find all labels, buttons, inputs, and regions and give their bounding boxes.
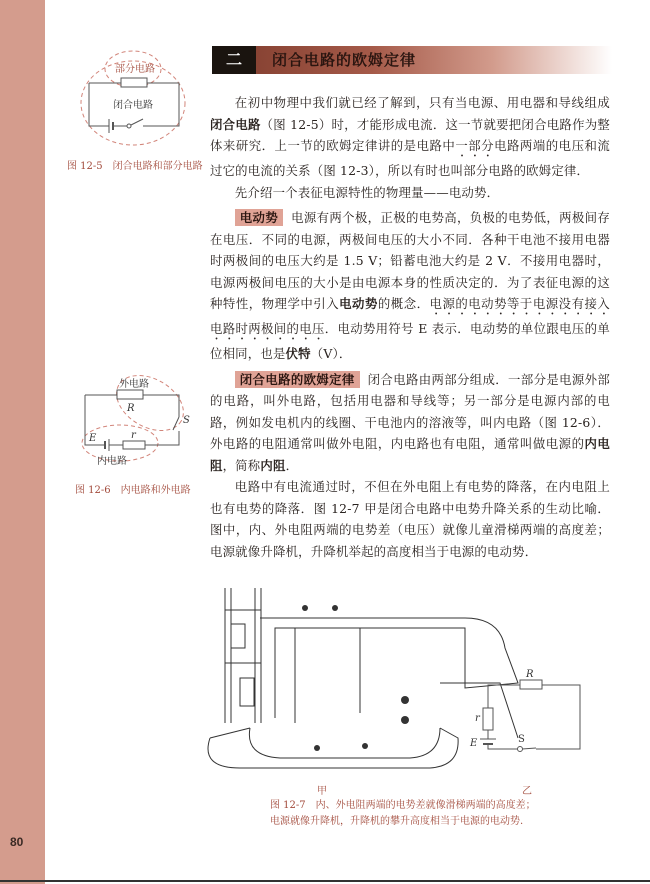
bottom-rule	[0, 880, 650, 882]
figure-12-5-caption: 图 12-5 闭合电路和部分电路	[67, 161, 203, 172]
label-S: S	[183, 415, 190, 426]
figure-12-7a-slide-elevator-illustration	[200, 588, 465, 773]
figure-12-5-closed-circuit	[75, 45, 195, 155]
label-E: E	[89, 433, 97, 444]
section-header	[212, 46, 612, 74]
caption-line-2: 电源就像升降机，升降机的攀升高度相当于电源的电动势.	[270, 816, 524, 827]
label-E: E	[470, 738, 478, 749]
label-outer-circuit: 外电路	[119, 379, 149, 390]
paragraph-ohms-law: 闭合电路的欧姆定律 闭合电路由两部分组成．一部分是电源外部的电路，叫外电路，包括用电器和导线等；另一部分是电源内部的电路，例如发电机内的线圈、干电池内的溶液等，叫内电路（图 12-6）．外电路的电阻通常叫做外电阻，内电路也有电阻，通常叫做电源的内电阻，简称内阻．	[210, 371, 610, 473]
label-inner-circuit: 内电路	[97, 456, 127, 467]
page-number: 80	[10, 835, 24, 849]
figure-12-6-caption: 图 12-6 内电路和外电路	[75, 485, 191, 496]
tag-emf: 电动势	[235, 209, 283, 226]
figure-12-7b-circuit	[470, 669, 610, 765]
figure-12-7-caption	[270, 798, 536, 830]
section-title: 闭合电路的欧姆定律	[272, 51, 417, 69]
label-R: R	[526, 669, 534, 680]
paragraph-1: 在初中物理中我们就已经了解到，只有当电源、用电器和导线组成闭合电路（图 12-5）时，才能形成电流．这一节就要把闭合电路作为整体来研究．上一节的欧姆定律讲的是电路中一部分电路两端的电压和流过它的电流的关系（图 12-3），所以有时也叫部分电路的欧姆定律．	[210, 95, 610, 178]
label-closed-circuit: 闭合电路	[113, 100, 153, 111]
page-sidebar	[0, 0, 45, 884]
subfigure-label-b: 乙	[522, 786, 532, 797]
label-r: r	[475, 713, 480, 724]
paragraph-5: 电路中有电流通过时，不但在外电阻上有电势的降落，在内电阻上也有电势的降落．图 12-7 甲是闭合电路中电势升降关系的生动比喻．图中，内、外电阻两端的电势差（电压）就像儿童滑梯两端的高度差；电源就像升降机，升降机举起的高度相当于电源的电动势．	[210, 479, 610, 559]
label-partial-circuit: 部分电路	[115, 64, 155, 75]
section-number: 二	[212, 46, 256, 74]
caption-line-1: 图 12-7 内、外电阻两端的电势差就像滑梯两端的高度差；	[270, 800, 536, 811]
tag-ohms-law: 闭合电路的欧姆定律	[235, 371, 360, 388]
label-R: R	[127, 403, 135, 414]
label-S: S	[518, 734, 525, 745]
label-r: r	[131, 430, 136, 441]
figure-12-6-inner-outer-circuit	[75, 375, 195, 470]
paragraph-emf: 电动势 电源有两个极，正极的电势高，负极的电势低，两极间存在电压．不同的电源，两极间电压的大小不同．各种干电池不接用电器时两极间的电压大约是 1.5 V；铅蓄电池大约是 2 V．不接用电器时，电源两极间电压的大小是由电源本身的性质决定的．为了表征电源的这种特性，物理学中引入电动势的概念．电源的电动势等于电源没有接入电路时两极间的电压．电动势用符号 E 表示．电动势的单位跟电压的单位相同，也是伏特（V）．	[210, 210, 610, 361]
paragraph-2: 先介绍一个表征电源特性的物理量——电动势．	[234, 184, 500, 200]
body-text	[210, 92, 610, 562]
subfigure-label-a: 甲	[317, 786, 327, 797]
